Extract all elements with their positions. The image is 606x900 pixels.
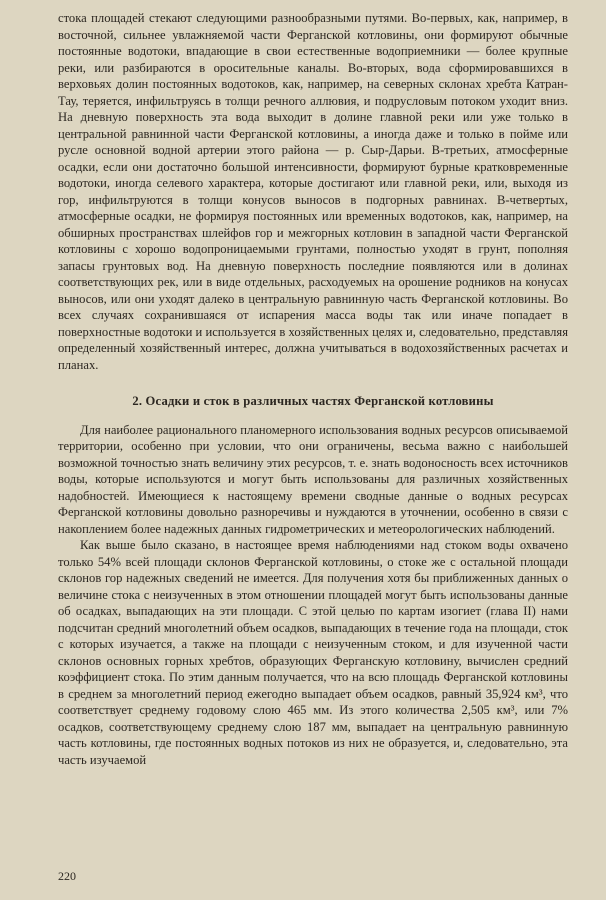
body-paragraph: Как выше было сказано, в настоящее время наблюдениями над стоком воды охвачено только 54% всей площади склонов Ферганской котловины, о стоке же с остальной площади склонов гор надежных сведений не имеется. Для получения хотя бы приближенных данных о величине стока с неизученных в этом отношении площадей могут быть использованы данные об осадках, выпадающих на эти площади. С этой целью по картам изогиет (глава II) нами подсчитан средний многолетний объем осадков, выпадающих в течение года на площади, сток с которых изучается, а также на площади с неизученным стоком, и для изученной части склонов основных горных хребтов, образующих Ферганскую котловину, вычислен средний коэффициент стока. По этим данным получается, что на всю площадь Ферганской котловины в среднем за многолетний период ежегодно выпадает объем осадков, равный 35,924 км³, что соответствует среднему годовому слою 465 мм. Из этого количества 2,505 км³, или 7% осадков, соответствующему среднему слою 187 мм, выпадает на центральную равнинную часть котловины, где постоянных водных потоков из них не образуется, и, следовательно, эта часть изучаемой bbox=[58, 538, 568, 767]
page-number: 220 bbox=[58, 869, 76, 883]
body-paragraph-continuation: стока площадей стекают следующими разнообразными путями. Во-первых, как, например, в восточной, сильнее увлажняемой части Ферганской котловины, они формируют обычные постоянные водотоки, впадающие в свои естественные водоприемники — более крупные реки, или разбираются в оросительные каналы. Во-вторых, вода сформировавшихся в верховьях долин постоянных водотоков, как, например, на северных склонах хребта Катран-Тау, теряется, инфильтруясь в толщи речного аллювия, и подрусловым потоком уходит вниз. На дневную поверхность эта вода выходит в долине главной реки или уже только в центральной равнинной части Ферганской котловины, а иногда даже и только в пойме или русле основной водной артерии этого района — р. Сыр-Дарьи. В-третьих, атмосферные осадки, если они достаточно большой интенсивности, формируют бурные кратковременные водотоки, иногда селевого характера, которые достигают или главной реки, или, выходя из гор, инфильтруются в толщи конусов выносов в подгорных равнинах. В-четвертых, атмосферные осадки, не формируя постоянных или временных водотоков, как, например, на обширных пространствах шлейфов гор и межгорных котловин в западной части Ферганской котловины с хорошо водопроницаемыми грунтами, полностью уходят в грунт, пополняя запасы грунтовых вод. На дневную поверхность последние появляются или в долинах соответствующих рек, или в виде отдельных, расходуемых на орошение родников на конусах выносов, или они уходят далеко в центральную равнинную часть Ферганской котловины. Во всех случаях сохранившаяся от испарения масса воды так или иначе попадает в поверхностные водотоки и используется в хозяйственных целях и, следовательно, представляя определенный хозяйственный интерес, должна учитываться в водохозяйственных расчетах и планах. bbox=[58, 11, 568, 372]
text-column bbox=[58, 10, 568, 768]
body-paragraph: Для наиболее рационального планомерного использования водных ресурсов описываемой территории, особенно при условии, что они ограничены, весьма важно с наибольшей возможной точностью знать величину этих ресурсов, т. е. знать водоносность всех источников воды, которые используются и могут быть использованы для различных хозяйственных надобностей. Имеющиеся к настоящему времени сводные данные о водных ресурсах Ферганской котловины довольно разноречивы и нуждаются в уточнении, особенно в связи с накоплением более надежных данных гидрометрических и метеорологических наблюдений. bbox=[58, 422, 568, 536]
section-heading: 2. Осадки и сток в различных частях Ферганской котловины bbox=[132, 394, 494, 408]
